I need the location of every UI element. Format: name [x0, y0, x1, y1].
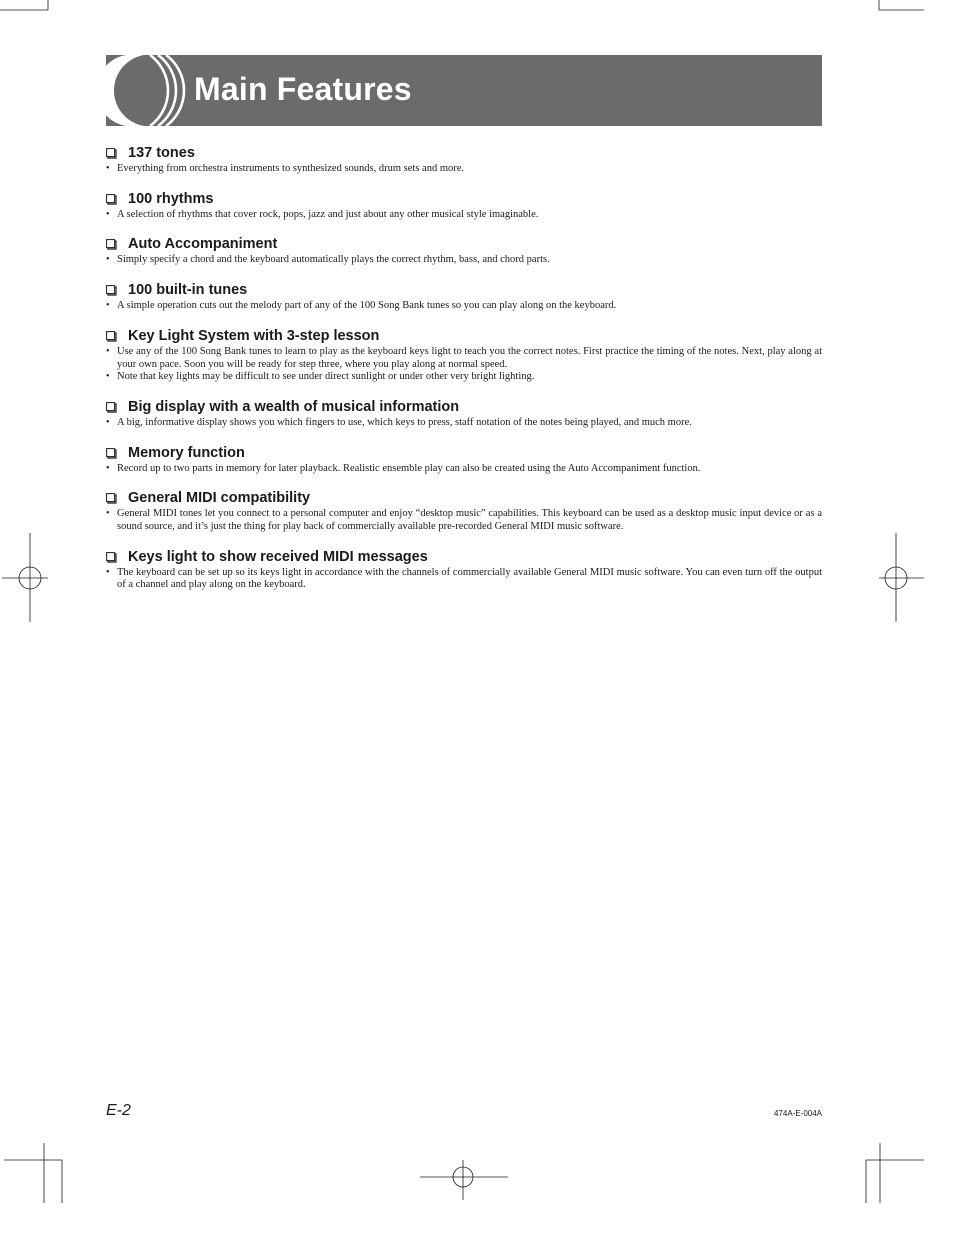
- bullet-item: • Use any of the 100 Song Bank tunes to learn to play as the keyboard keys light to teach you the correct notes. First practice the timing of the notes. Next, play along at your own pace. Soon you will be ready for step three, where you play along at normal speed.: [106, 346, 822, 371]
- bullet-list: [106, 346, 822, 384]
- bullet-item: • General MIDI tones let you connect to a personal computer and enjoy “desktop music” capabilities. This keyboard can be used as a desktop music input device or as a sound source, and it’s just the thing for play back of commercially available pre-recorded General MIDI music software.: [106, 508, 822, 533]
- feature-big-display: [106, 399, 822, 430]
- feature-key-light-system: [106, 328, 822, 384]
- document-code: 474A-E-004A: [773, 1109, 822, 1118]
- bullet-item: • The keyboard can be set up so its keys light in accordance with the channels of commercially available General MIDI music software. You can even turn off the output of a channel and play along on the keyboard.: [106, 567, 822, 592]
- feature-heading-text: General MIDI compatibility: [128, 490, 311, 507]
- page-number: E-2: [106, 1102, 131, 1119]
- feature-heading-text: Auto Accompaniment: [128, 236, 278, 253]
- feature-midi-key-lights: [106, 549, 822, 592]
- checkbox-square-icon: [106, 552, 117, 563]
- feature-heading: [106, 145, 822, 162]
- page-title: Main Features: [194, 71, 412, 107]
- checkbox-square-icon: [106, 402, 117, 413]
- bullet-list: [106, 567, 822, 592]
- checkbox-square-icon: [106, 148, 117, 159]
- banner-arc-decoration: [106, 55, 196, 126]
- feature-heading-text: 137 tones: [128, 145, 195, 161]
- feature-heading: [106, 549, 822, 566]
- bullet-list: [106, 163, 822, 176]
- checkbox-square-icon: [106, 448, 117, 459]
- feature-heading-text: Key Light System with 3-step lesson: [128, 327, 380, 344]
- bullet-item: • Note that key lights may be difficult to see under direct sunlight or under other very bright lighting.: [106, 371, 822, 384]
- feature-heading-text: Big display with a wealth of musical information: [128, 398, 460, 415]
- feature-heading: [106, 490, 822, 507]
- bullet-item: • Everything from orchestra instruments to synthesized sounds, drum sets and more.: [106, 163, 822, 176]
- bullet-list: [106, 300, 822, 313]
- feature-heading-text: 100 rhythms: [128, 190, 214, 207]
- feature-100-rhythms: [106, 191, 822, 222]
- feature-heading: [106, 328, 822, 345]
- feature-heading-text: Keys light to show received MIDI messages: [128, 548, 428, 565]
- feature-list: [106, 145, 822, 607]
- feature-general-midi: [106, 490, 822, 533]
- feature-built-in-tunes: [106, 282, 822, 313]
- title-banner: [106, 55, 822, 126]
- feature-137-tones: [106, 145, 822, 176]
- bullet-item: • Simply specify a chord and the keyboard automatically plays the correct rhythm, bass, and chord parts.: [106, 254, 822, 267]
- checkbox-square-icon: [106, 194, 117, 205]
- feature-memory-function: [106, 445, 822, 476]
- bullet-list: [106, 254, 822, 267]
- feature-heading-text: Memory function: [128, 444, 245, 461]
- feature-heading: [106, 236, 822, 253]
- bullet-list: [106, 417, 822, 430]
- feature-heading: [106, 191, 822, 208]
- feature-heading-text: 100 built-in tunes: [128, 282, 248, 299]
- feature-auto-accompaniment: [106, 236, 822, 267]
- bullet-list: [106, 508, 822, 533]
- feature-heading: [106, 445, 822, 462]
- bullet-list: [106, 209, 822, 222]
- bullet-list: [106, 463, 822, 476]
- checkbox-square-icon: [106, 493, 117, 504]
- bullet-item: • A selection of rhythms that cover rock, pops, jazz and just about any other musical style imaginable.: [106, 209, 822, 222]
- checkbox-square-icon: [106, 285, 117, 296]
- checkbox-square-icon: [106, 239, 117, 250]
- checkbox-square-icon: [106, 331, 117, 342]
- feature-heading: [106, 399, 822, 416]
- bullet-item: • A simple operation cuts out the melody part of any of the 100 Song Bank tunes so you can play along on the keyboard.: [106, 300, 822, 313]
- feature-heading: [106, 282, 822, 299]
- bullet-item: • A big, informative display shows you which fingers to use, which keys to press, staff notation of the notes being played, and much more.: [106, 417, 822, 430]
- bullet-item: • Record up to two parts in memory for later playback. Realistic ensemble play can also be created using the Auto Accompaniment function.: [106, 463, 822, 476]
